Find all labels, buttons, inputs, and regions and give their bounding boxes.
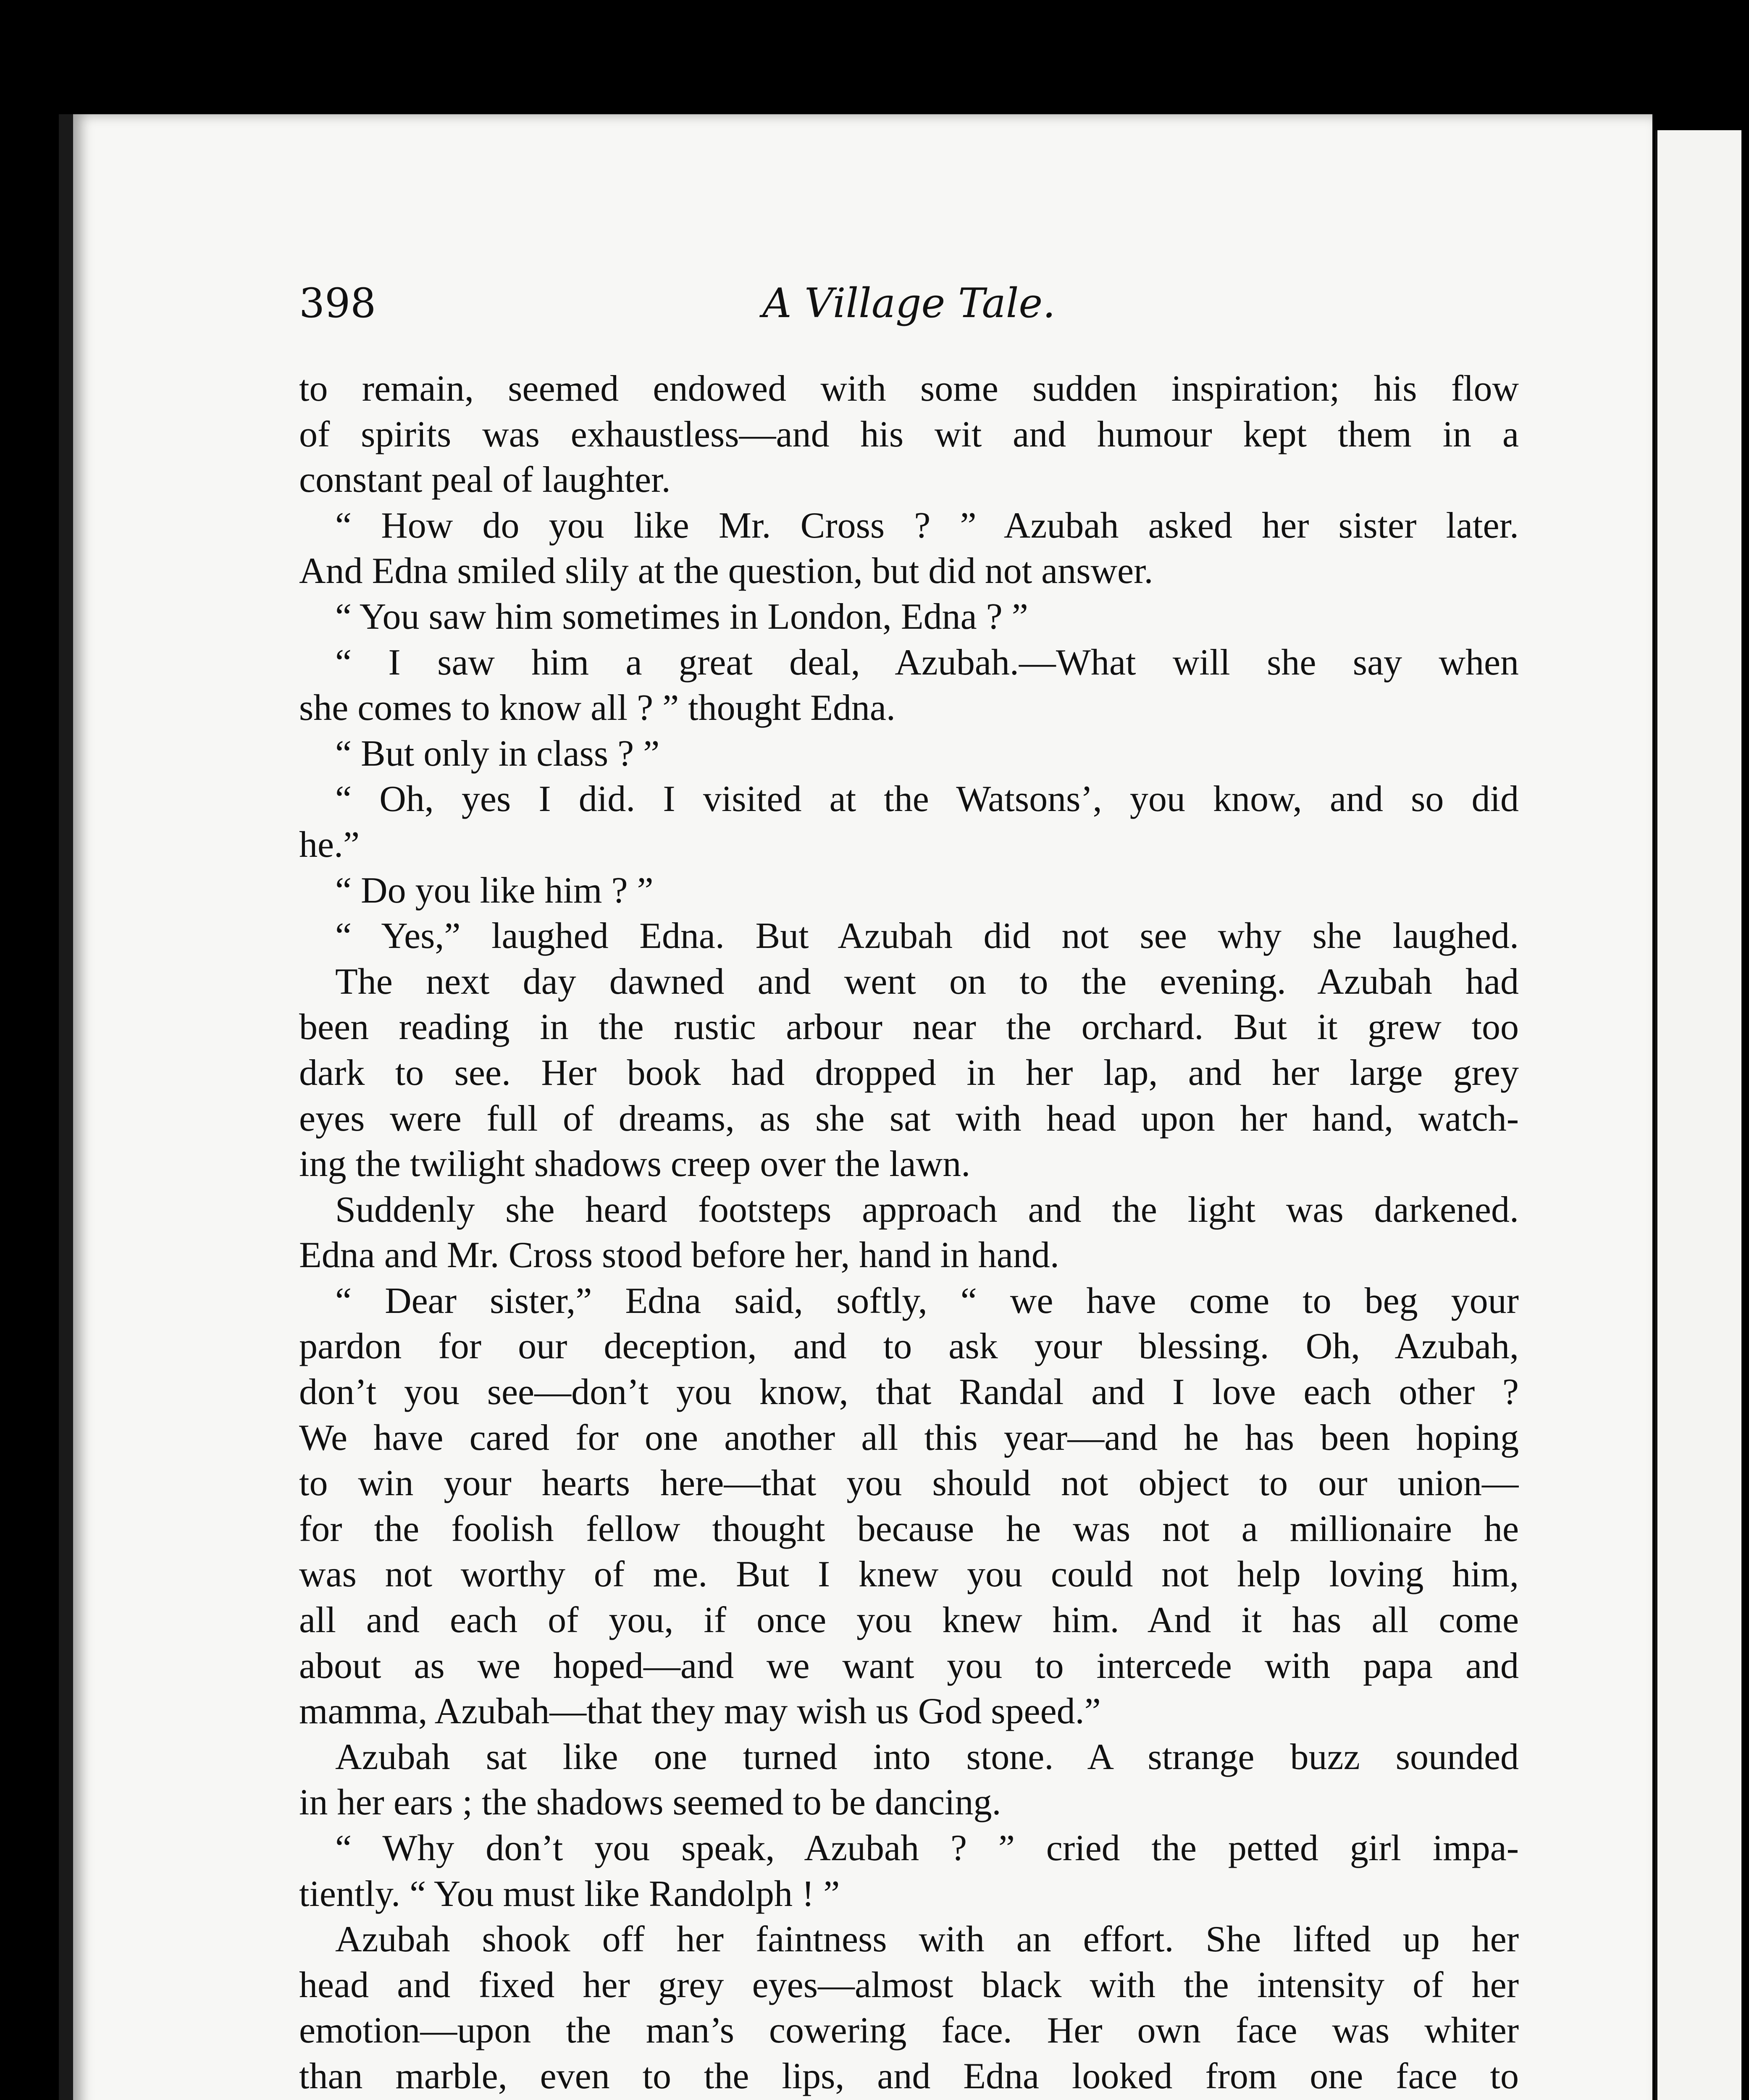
text-line: “ But only in class ? ” [335, 733, 660, 774]
text-line: for the foolish fellow thought because he was not a millionaire he [299, 1508, 1519, 1549]
running-title: A Village Tale. [762, 280, 1056, 327]
text-line: Azubah sat like one turned into stone. A strange buzz sounded [335, 1736, 1519, 1777]
text-line: ing the twilight shadows creep over the lawn. [299, 1144, 971, 1185]
text-line: pardon for our deception, and to ask your blessing. Oh, Azubah, [299, 1326, 1519, 1367]
text-line: she comes to know all ? ” thought Edna. [299, 688, 896, 729]
text-line: “ Oh, yes I did. I visited at the Watsons’, you know, and so did [335, 779, 1519, 820]
text-line: Edna and Mr. Cross stood before her, hand in hand. [299, 1235, 1059, 1276]
text-line: of spirits was exhaustless—and his wit and humour kept them in a [299, 414, 1519, 455]
text-line: than marble, even to the lips, and Edna looked from one face to [299, 2055, 1519, 2097]
text-line: about as we hoped—and we want you to intercede with papa and [299, 1645, 1519, 1686]
text-line: And Edna smiled slily at the question, but did not answer. [299, 551, 1153, 592]
text-line: in her ears ; the shadows seemed to be dancing. [299, 1782, 1001, 1823]
text-line: to win your hearts here—that you should not object to our union— [299, 1463, 1519, 1504]
text-line: don’t you see—don’t you know, that Randal and I love each other ? [299, 1372, 1519, 1413]
text-line: “ Why don’t you speak, Azubah ? ” cried the petted girl impa- [335, 1828, 1519, 1869]
text-line: all and each of you, if once you knew him. And it has all come [299, 1600, 1519, 1641]
page-number: 398 [299, 280, 376, 327]
text-line: “ How do you like Mr. Cross ? ” Azubah asked her sister later. [335, 505, 1519, 546]
text-line: was not worthy of me. But I knew you could not help loving him, [299, 1554, 1519, 1595]
text-line: We have cared for one another all this year—and he has been hoping [299, 1417, 1519, 1458]
text-line: “ Yes,” laughed Edna. But Azubah did not see why she laughed. [335, 916, 1519, 957]
text-line: “ I saw him a great deal, Azubah.—What will she say when [335, 642, 1519, 683]
next-page-edge [1655, 130, 1741, 2100]
text-line: “ You saw him sometimes in London, Edna ? ” [335, 596, 1028, 637]
text-line: “ Do you like him ? ” [335, 870, 654, 911]
text-line: dark to see. Her book had dropped in her lap, and her large grey [299, 1052, 1519, 1093]
text-line: been reading in the rustic arbour near the orchard. But it grew too [299, 1007, 1519, 1048]
text-line: constant peal of laughter. [299, 459, 671, 501]
body-text [299, 366, 1519, 2100]
text-line: to remain, seemed endowed with some sudden inspiration; his flow [299, 368, 1519, 409]
text-line: Suddenly she heard footsteps approach and the light was darkened. [335, 1189, 1519, 1230]
text-line: eyes were full of dreams, as she sat with head upon her hand, watch- [299, 1098, 1519, 1139]
text-line: tiently. “ You must like Randolph ! ” [299, 1873, 840, 1914]
left-scan-border [0, 0, 59, 2100]
text-line: emotion—upon the man’s cowering face. Her own face was whiter [299, 2010, 1519, 2051]
text-line: head and fixed her grey eyes—almost black with the intensity of her [299, 1964, 1519, 2006]
text-line: Azubah shook off her faintness with an effort. She lifted up her [335, 1919, 1519, 1960]
page-header [299, 274, 1519, 333]
text-line: mamma, Azubah—that they may wish us God speed.” [299, 1691, 1101, 1732]
text-line: “ Dear sister,” Edna said, softly, “ we have come to beg your [335, 1280, 1519, 1321]
text-line: he.” [299, 824, 360, 865]
text-line: The next day dawned and went on to the evening. Azubah had [335, 961, 1519, 1002]
